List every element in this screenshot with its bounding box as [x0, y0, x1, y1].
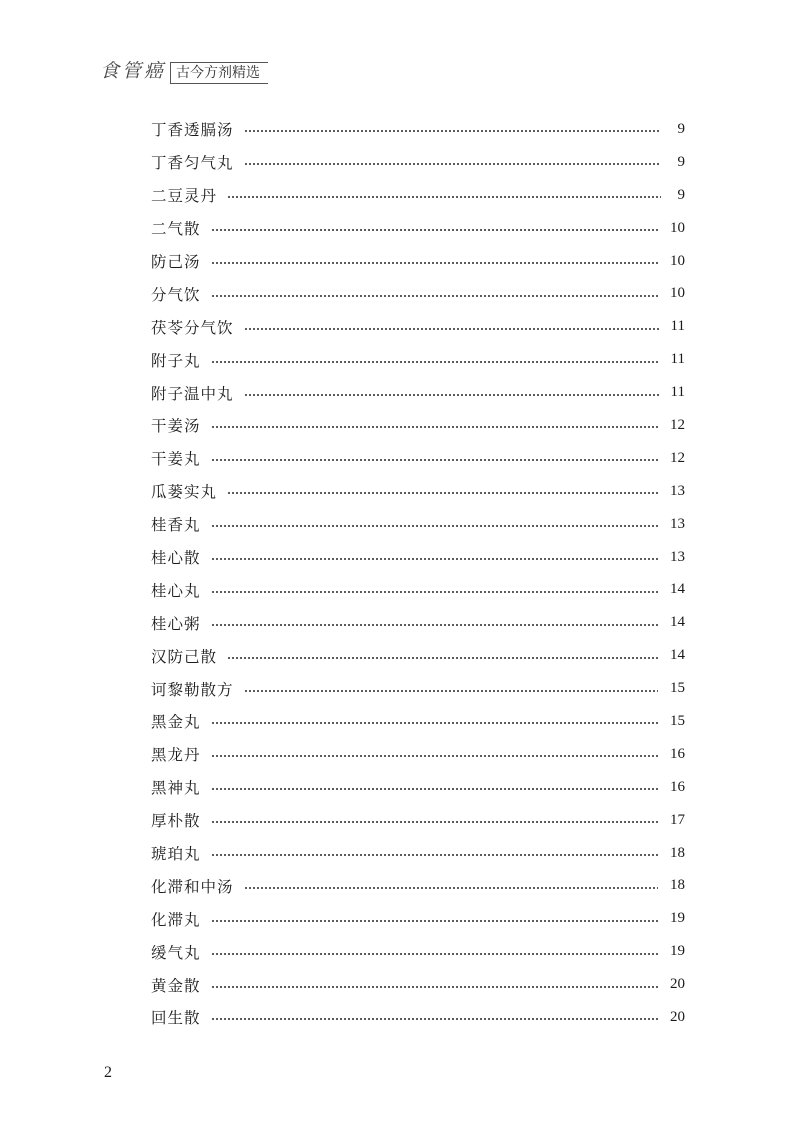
toc-entry[interactable] [151, 1001, 685, 1034]
book-title: 食管癌 [100, 60, 167, 82]
toc-entry-title: 防己汤 [151, 253, 201, 271]
toc-entry-title: 桂心粥 [151, 614, 201, 633]
toc-leader-dots [211, 821, 658, 823]
toc-entry[interactable] [151, 508, 685, 541]
toc-entry-page: 9 [677, 153, 685, 170]
toc-entry-title: 汉防己散 [151, 647, 218, 666]
toc-entry[interactable] [151, 837, 685, 870]
toc-entry-page: 18 [670, 877, 685, 894]
running-header [100, 58, 268, 84]
toc-entry-title: 化滞丸 [151, 910, 201, 929]
toc-leader-dots [211, 1018, 658, 1020]
toc-leader-dots [244, 328, 659, 330]
toc-leader-dots [211, 624, 658, 626]
toc-leader-dots [211, 591, 658, 593]
toc-entry[interactable] [151, 343, 685, 376]
toc-leader-dots [227, 492, 658, 494]
toc-entry-title: 缓气丸 [151, 943, 201, 962]
toc-entry[interactable] [151, 606, 685, 639]
toc-entry-page: 10 [670, 219, 685, 236]
toc-leader-dots [244, 163, 661, 165]
toc-entry-page: 11 [670, 351, 685, 368]
toc-leader-dots [211, 295, 658, 297]
toc-entry[interactable] [151, 179, 685, 212]
toc-entry[interactable] [151, 902, 685, 935]
toc-leader-dots [211, 986, 658, 988]
toc-entry-title: 丁香匀气丸 [151, 154, 234, 173]
toc-entry-title: 干姜丸 [151, 450, 201, 469]
toc-entry[interactable] [151, 113, 685, 146]
toc-entry-title: 黑神丸 [151, 779, 201, 798]
toc-entry-title: 回生散 [151, 1009, 201, 1028]
toc-entry-page: 11 [670, 384, 685, 401]
toc-entry[interactable] [151, 738, 685, 771]
toc-entry[interactable] [151, 376, 685, 409]
toc-entry[interactable] [151, 409, 685, 442]
toc-entry[interactable] [151, 869, 685, 902]
toc-leader-dots [211, 920, 658, 922]
toc-entry[interactable] [151, 475, 685, 508]
toc-entry-title: 琥珀丸 [151, 845, 201, 864]
toc-entry-page: 14 [670, 614, 685, 631]
toc-entry[interactable] [151, 968, 685, 1001]
toc-leader-dots [211, 722, 658, 724]
toc-entry[interactable] [151, 672, 685, 705]
toc-leader-dots [211, 229, 658, 231]
toc-leader-dots [244, 394, 659, 396]
toc-entry[interactable] [151, 212, 685, 245]
toc-entry[interactable] [151, 935, 685, 968]
toc-entry[interactable] [151, 442, 685, 475]
toc-entry-page: 19 [670, 943, 685, 960]
table-of-contents [151, 113, 685, 1034]
toc-entry-page: 16 [670, 778, 685, 795]
toc-leader-dots [211, 755, 658, 757]
toc-entry-title: 二豆灵丹 [151, 187, 218, 206]
toc-leader-dots [211, 854, 658, 856]
toc-entry-title: 桂香丸 [151, 516, 201, 535]
toc-entry[interactable] [151, 146, 685, 179]
toc-entry-page: 9 [677, 120, 685, 137]
toc-entry[interactable] [151, 245, 685, 278]
toc-entry-page: 17 [670, 811, 685, 828]
book-subtitle: 古今方剂精选 [170, 62, 268, 84]
toc-leader-dots [211, 459, 658, 461]
toc-leader-dots [211, 262, 658, 264]
toc-entry-page: 16 [670, 745, 685, 762]
toc-leader-dots [211, 525, 658, 527]
toc-entry-page: 10 [670, 285, 685, 302]
toc-entry-title: 黑金丸 [151, 713, 201, 732]
toc-entry-page: 13 [670, 548, 685, 565]
toc-leader-dots [244, 130, 661, 132]
toc-entry-page: 12 [670, 449, 685, 466]
toc-entry-title: 附子丸 [151, 351, 201, 370]
toc-entry-page: 18 [670, 844, 685, 861]
toc-entry-page: 20 [670, 976, 685, 993]
toc-entry-page: 15 [670, 712, 685, 729]
toc-entry[interactable] [151, 277, 685, 310]
toc-entry-page: 14 [670, 581, 685, 598]
toc-leader-dots [227, 196, 661, 198]
toc-entry-page: 13 [670, 482, 685, 499]
toc-entry[interactable] [151, 705, 685, 738]
toc-entry-title: 黄金散 [151, 976, 201, 995]
toc-entry-title: 茯苓分气饮 [151, 318, 234, 337]
toc-entry[interactable] [151, 639, 685, 672]
toc-entry-title: 丁香透膈汤 [151, 121, 234, 140]
toc-entry-title: 分气饮 [151, 285, 201, 304]
toc-leader-dots [211, 558, 658, 560]
toc-entry[interactable] [151, 573, 685, 606]
toc-entry-title: 二气散 [151, 220, 201, 239]
toc-entry-title: 桂心丸 [151, 581, 201, 600]
toc-entry-page: 12 [670, 416, 685, 433]
toc-entry-page: 10 [670, 252, 685, 269]
toc-leader-dots [244, 887, 658, 889]
toc-entry-page: 11 [670, 318, 685, 335]
toc-entry-page: 9 [677, 186, 685, 203]
toc-entry-title: 厚朴散 [151, 812, 201, 831]
toc-entry-title: 附子温中丸 [151, 384, 234, 403]
toc-leader-dots [211, 426, 658, 428]
toc-leader-dots [211, 361, 659, 363]
toc-entry-title: 桂心散 [151, 549, 201, 568]
toc-entry-page: 20 [670, 1008, 685, 1025]
toc-entry-page: 14 [670, 647, 685, 664]
toc-leader-dots [227, 657, 658, 659]
toc-entry[interactable] [151, 541, 685, 574]
toc-entry-title: 黑龙丹 [151, 746, 201, 765]
toc-leader-dots [211, 788, 658, 790]
toc-entry[interactable] [151, 771, 685, 804]
toc-leader-dots [211, 953, 658, 955]
toc-entry-title: 诃黎勒散方 [151, 680, 234, 699]
toc-entry-title: 干姜汤 [151, 417, 201, 436]
toc-leader-dots [244, 690, 658, 692]
toc-entry-title: 瓜蒌实丸 [151, 483, 218, 502]
page-number: 2 [104, 1064, 112, 1081]
toc-entry-page: 13 [670, 515, 685, 532]
toc-entry[interactable] [151, 310, 685, 343]
toc-entry-page: 15 [670, 680, 685, 697]
toc-entry-title: 化滞和中汤 [151, 877, 234, 896]
toc-entry-page: 19 [670, 910, 685, 927]
toc-entry[interactable] [151, 804, 685, 837]
